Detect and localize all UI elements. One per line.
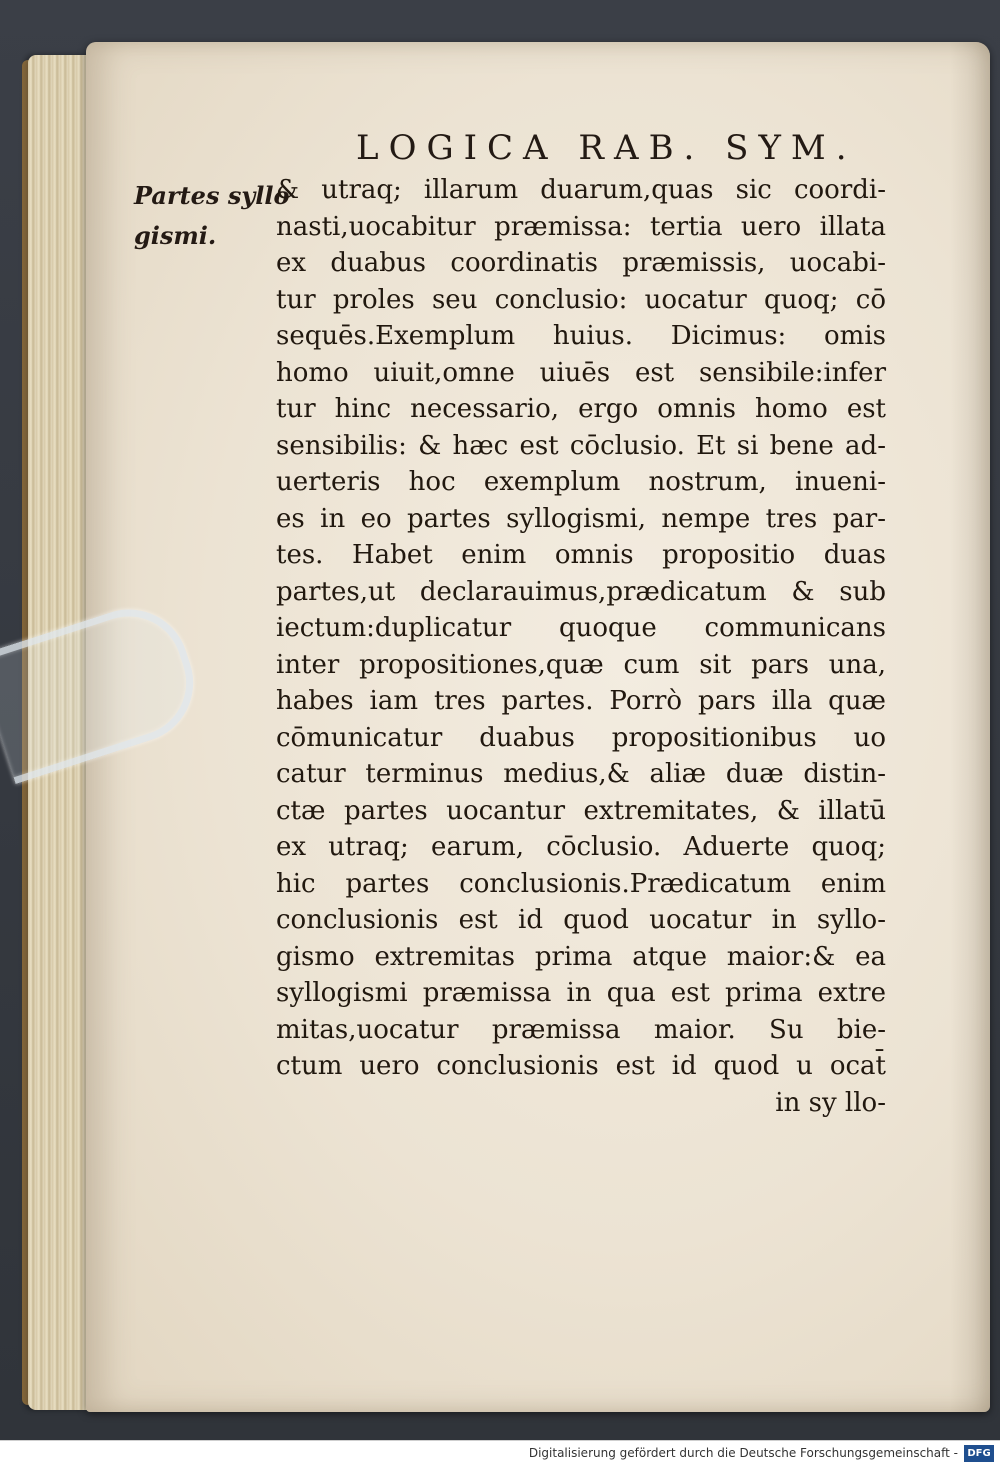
text-line: iectum:duplicatur quoque communicans xyxy=(276,613,886,643)
dfg-logo: DFG xyxy=(964,1445,994,1462)
text-line: conclusionis est id quod uocatur in syllo- xyxy=(276,905,886,935)
text-line: catur terminus medius,& aliæ duæ distin- xyxy=(276,759,886,789)
text-line: homo uiuit,omne uiuēs est sensibile:infer xyxy=(276,357,886,388)
text-line: sequēs.Exemplum huius. Dicimus: omis xyxy=(276,321,886,351)
catchword-line: in sy llo- xyxy=(775,1087,886,1118)
text-line: es in eo partes syllogismi, nempe tres par- xyxy=(276,503,886,534)
text-line: uerteris hoc exemplum nostrum, inueni- xyxy=(276,467,886,497)
page-gutter-shadow xyxy=(950,42,990,1412)
footer-bar xyxy=(0,1440,1000,1467)
text-line: ex duabus coordinatis præmissis, uocabi- xyxy=(276,248,886,278)
text-line: hic partes conclusionis.Prædicatum enim xyxy=(276,868,886,899)
margin-note-line: Partes syllo xyxy=(134,181,290,210)
text-line: ctæ partes uocantur extremitates, & illatū xyxy=(276,795,886,826)
text-line: partes,ut declarauimus,prædicatum & sub xyxy=(276,576,886,607)
text-line: ex utraq; earum, cōclusio. Aduerte quoq; xyxy=(276,832,886,862)
text-line: tur proles seu conclusio: uocatur quoq; cō xyxy=(276,284,886,315)
text-line: mitas,uocatur præmissa maior. Su bie- xyxy=(276,1014,886,1045)
body-text xyxy=(276,172,886,1121)
text-line: sensibilis: & hæc est cōclusio. Et si bene ad- xyxy=(276,430,886,461)
text-line: & utraq; illarum duarum,quas sic coordi- xyxy=(276,175,886,205)
margin-note-line: gismi. xyxy=(134,221,217,250)
text-line: nasti,uocabitur præmissa: tertia uero illata xyxy=(276,211,886,242)
book-page xyxy=(86,42,990,1412)
text-line: tur hinc necessario, ergo omnis homo est xyxy=(276,394,886,424)
text-line: inter propositiones,quæ cum sit pars una, xyxy=(276,649,886,680)
text-line: tes. Habet enim omnis propositio duas xyxy=(276,540,886,570)
text-line: habes iam tres partes. Porrò pars illa quæ xyxy=(276,686,886,716)
footer-credit: Digitalisierung gefördert durch die Deutsche Forschungsgemeinschaft - xyxy=(528,1446,958,1460)
text-line: gismo extremitas prima atque maior:& ea xyxy=(276,941,886,972)
text-line: cōmunicatur duabus propositionibus uo xyxy=(276,722,886,753)
text-line: ctum uero conclusionis est id quod u ocat̄ xyxy=(276,1051,886,1081)
running-title: LOGICA RAB. SYM. xyxy=(356,128,857,168)
text-line: syllogismi præmissa in qua est prima extre xyxy=(276,978,886,1008)
margin-note xyxy=(134,176,290,256)
